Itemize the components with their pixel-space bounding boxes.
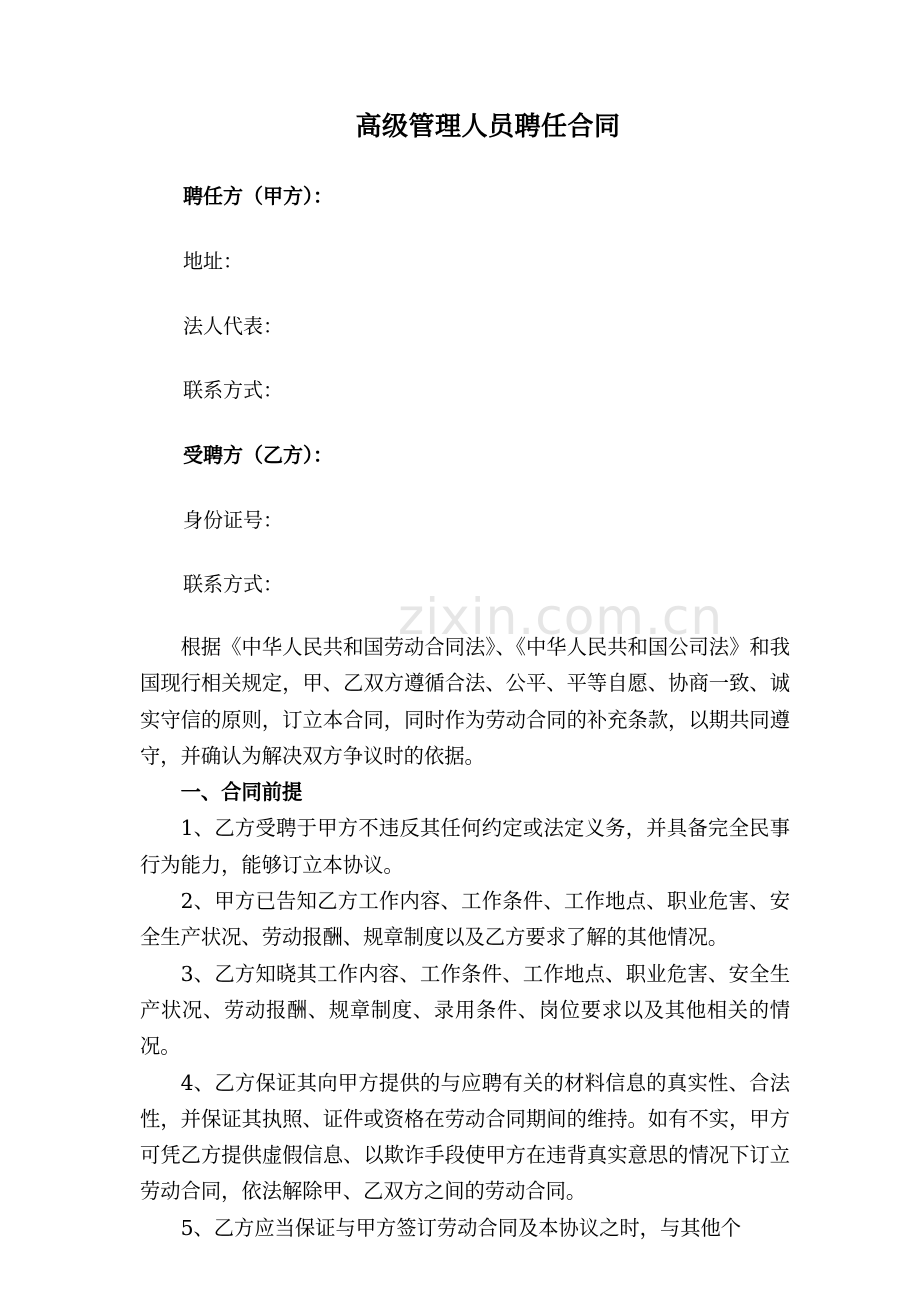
party-a-legal-rep-label: 法人代表： xyxy=(183,314,283,338)
clause-paragraph: 2、甲方已告知乙方工作内容、工作条件、工作地点、职业危害、安全生产状况、劳动报酬、规章制度以及乙方要求了解的其他情况。 xyxy=(140,889,790,950)
clause-paragraph: 5、乙方应当保证与甲方签订劳动合同及本协议之时，与其他个 xyxy=(180,1215,742,1240)
party-a-contact-label: 联系方式： xyxy=(183,378,283,402)
clause-paragraph: 1、乙方受聘于甲方不违反其任何约定或法定义务，并具备完全民事行为能力，能够订立本协议。 xyxy=(140,816,790,877)
preamble-paragraph: 根据《中华人民共和国劳动合同法》、《中华人民共和国公司法》和我国现行相关规定，甲、乙双方遵循合法、公平、平等自愿、协商一致、诚实守信的原则，订立本合同，同时作为劳动合同的补充条款，以期共同遵守，并确认为解决双方争议时的依据。 xyxy=(140,635,790,768)
document-title: 高级管理人员聘任合同 xyxy=(355,112,621,142)
party-a-address-label: 地址： xyxy=(183,249,243,273)
party-b-contact-label: 联系方式： xyxy=(183,572,283,596)
clause-paragraph: 3、乙方知晓其工作内容、工作条件、工作地点、职业危害、安全生产状况、劳动报酬、规章制度、录用条件、岗位要求以及其他相关的情况。 xyxy=(140,961,790,1059)
clause-paragraph: 4、乙方保证其向甲方提供的与应聘有关的材料信息的真实性、合法性，并保证其执照、证件或资格在劳动合同期间的维持。如有不实，甲方可凭乙方提供虚假信息、以欺诈手段使甲方在违背真实意思的情况下订立劳动合同，依法解除甲、乙双方之间的劳动合同。 xyxy=(140,1070,790,1204)
watermark: zixin.com.cn xyxy=(398,588,724,646)
party-a-heading: 聘任方（甲方）： xyxy=(183,184,333,208)
party-b-id-label: 身份证号： xyxy=(183,508,283,532)
section-heading: 一、合同前提 xyxy=(180,780,303,805)
party-b-heading: 受聘方（乙方）： xyxy=(183,443,333,467)
contract-body xyxy=(140,629,790,1246)
